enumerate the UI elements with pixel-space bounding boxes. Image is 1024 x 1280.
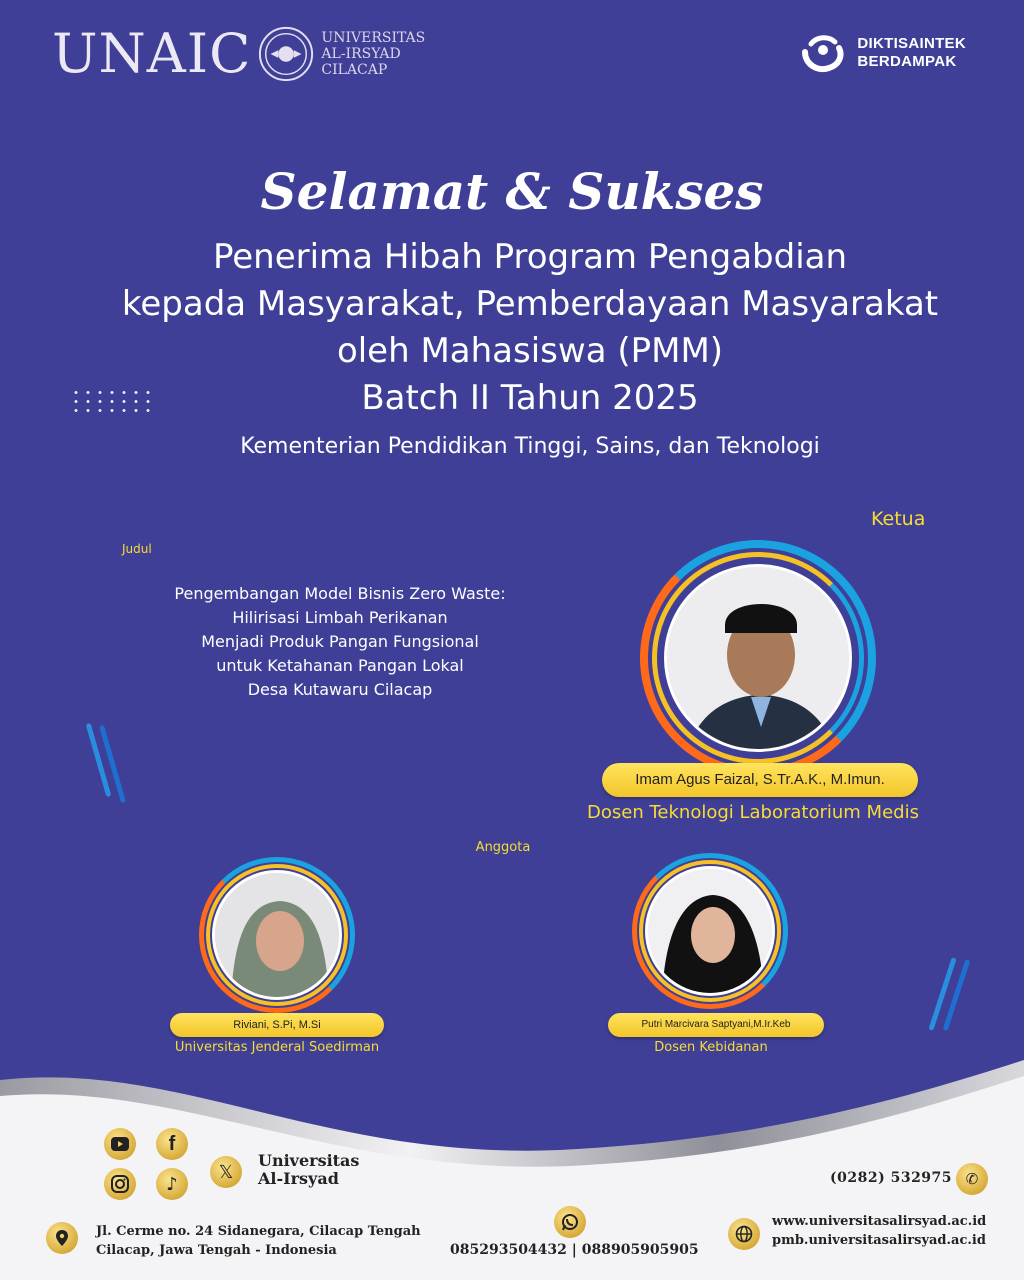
- footer-name-line: Al-Irsyad: [258, 1169, 339, 1188]
- stripe-decoration: [928, 957, 956, 1031]
- project-title-line: Menjadi Produk Pangan Fungsional: [201, 632, 479, 651]
- facebook-icon[interactable]: f: [156, 1128, 188, 1160]
- brand-sub-line: UNIVERSITAS: [321, 30, 426, 46]
- leader-photo: [664, 564, 852, 752]
- member-affiliation: Universitas Jenderal Soedirman: [174, 1040, 380, 1055]
- footer-phone: (0282) 532975: [830, 1170, 953, 1186]
- project-title-line: Desa Kutawaru Cilacap: [247, 680, 433, 699]
- location-pin-icon: [46, 1222, 78, 1254]
- member-name-badge: Riviani, S.Pi, M.Si: [170, 1013, 384, 1037]
- greeting-title: Selamat & Sukses: [260, 162, 764, 221]
- phone-icon[interactable]: ✆: [956, 1163, 988, 1195]
- globe-icon: [728, 1218, 760, 1250]
- address-line: Cilacap, Jawa Tengah - Indonesia: [96, 1243, 337, 1258]
- brand-subtitle: [321, 30, 425, 78]
- stripe-decoration: [99, 725, 126, 803]
- brand-sub-line: CILACAP: [321, 62, 388, 78]
- stripe-decoration: [86, 723, 112, 797]
- ministry-name: Kementerian Pendidikan Tinggi, Sains, dan Teknologi: [240, 434, 820, 459]
- footer-address: [96, 1222, 421, 1260]
- project-title-line: untuk Ketahanan Pangan Lokal: [216, 656, 464, 675]
- member-affiliation: Dosen Kebidanan: [654, 1040, 768, 1055]
- whatsapp-icon[interactable]: [554, 1206, 586, 1238]
- member-photo: [645, 866, 775, 996]
- brand-wordmark: UNAIC: [52, 22, 252, 85]
- address-line: Jl. Cerme no. 24 Sidanegara, Cilacap Tengah: [96, 1224, 421, 1239]
- dot-grid-decoration: [70, 388, 154, 416]
- headline-line: kepada Masyarakat, Pemberdayaan Masyarakat: [121, 284, 939, 324]
- project-title: [130, 582, 550, 702]
- person-silhouette-icon: [215, 873, 342, 1000]
- project-title-line: Hilirisasi Limbah Perikanan: [232, 608, 448, 627]
- website-link[interactable]: pmb.universitasalirsyad.ac.id: [772, 1233, 986, 1248]
- university-logo: [52, 22, 425, 86]
- footer-university-name: [258, 1152, 359, 1188]
- leader-position: Dosen Teknologi Laboratorium Medis: [587, 802, 919, 823]
- diktisaintek-icon: [799, 30, 849, 76]
- members-label: Anggota: [475, 840, 531, 855]
- footer-whatsapp: 085293504432 | 088905905905: [450, 1242, 699, 1258]
- dikti-line: DIKTISAINTEK: [857, 35, 966, 52]
- x-icon[interactable]: 𝕏: [210, 1156, 242, 1188]
- instagram-icon[interactable]: [104, 1168, 136, 1200]
- dikti-line: BERDAMPAK: [857, 53, 957, 70]
- diktisaintek-logo: [799, 30, 966, 76]
- leader-name-badge: Imam Agus Faizal, S.Tr.A.K., M.Imun.: [602, 763, 918, 797]
- diktisaintek-text: [857, 35, 966, 71]
- project-label: Judul: [122, 542, 152, 556]
- footer-websites: [772, 1212, 986, 1250]
- headline-line: oleh Mahasiswa (PMM): [336, 331, 724, 371]
- website-link[interactable]: www.universitasalirsyad.ac.id: [772, 1214, 987, 1229]
- headline-line: Penerima Hibah Program Pengabdian: [212, 237, 848, 277]
- person-silhouette-icon: [667, 567, 852, 752]
- leader-role: Ketua: [871, 508, 926, 530]
- member-name-badge: Putri Marcivara Saptyani,M.Ir.Keb: [608, 1013, 824, 1037]
- tiktok-icon[interactable]: ♪: [156, 1168, 188, 1200]
- footer-name-line: Universitas: [258, 1151, 360, 1170]
- project-title-line: Pengembangan Model Bisnis Zero Waste:: [174, 584, 506, 603]
- youtube-icon[interactable]: [104, 1128, 136, 1160]
- person-silhouette-icon: [648, 869, 775, 996]
- university-seal-icon: [257, 25, 315, 83]
- member-photo: [212, 870, 342, 1000]
- headline-line: Batch II Tahun 2025: [361, 378, 699, 418]
- brand-sub-line: AL-IRSYAD: [321, 46, 401, 62]
